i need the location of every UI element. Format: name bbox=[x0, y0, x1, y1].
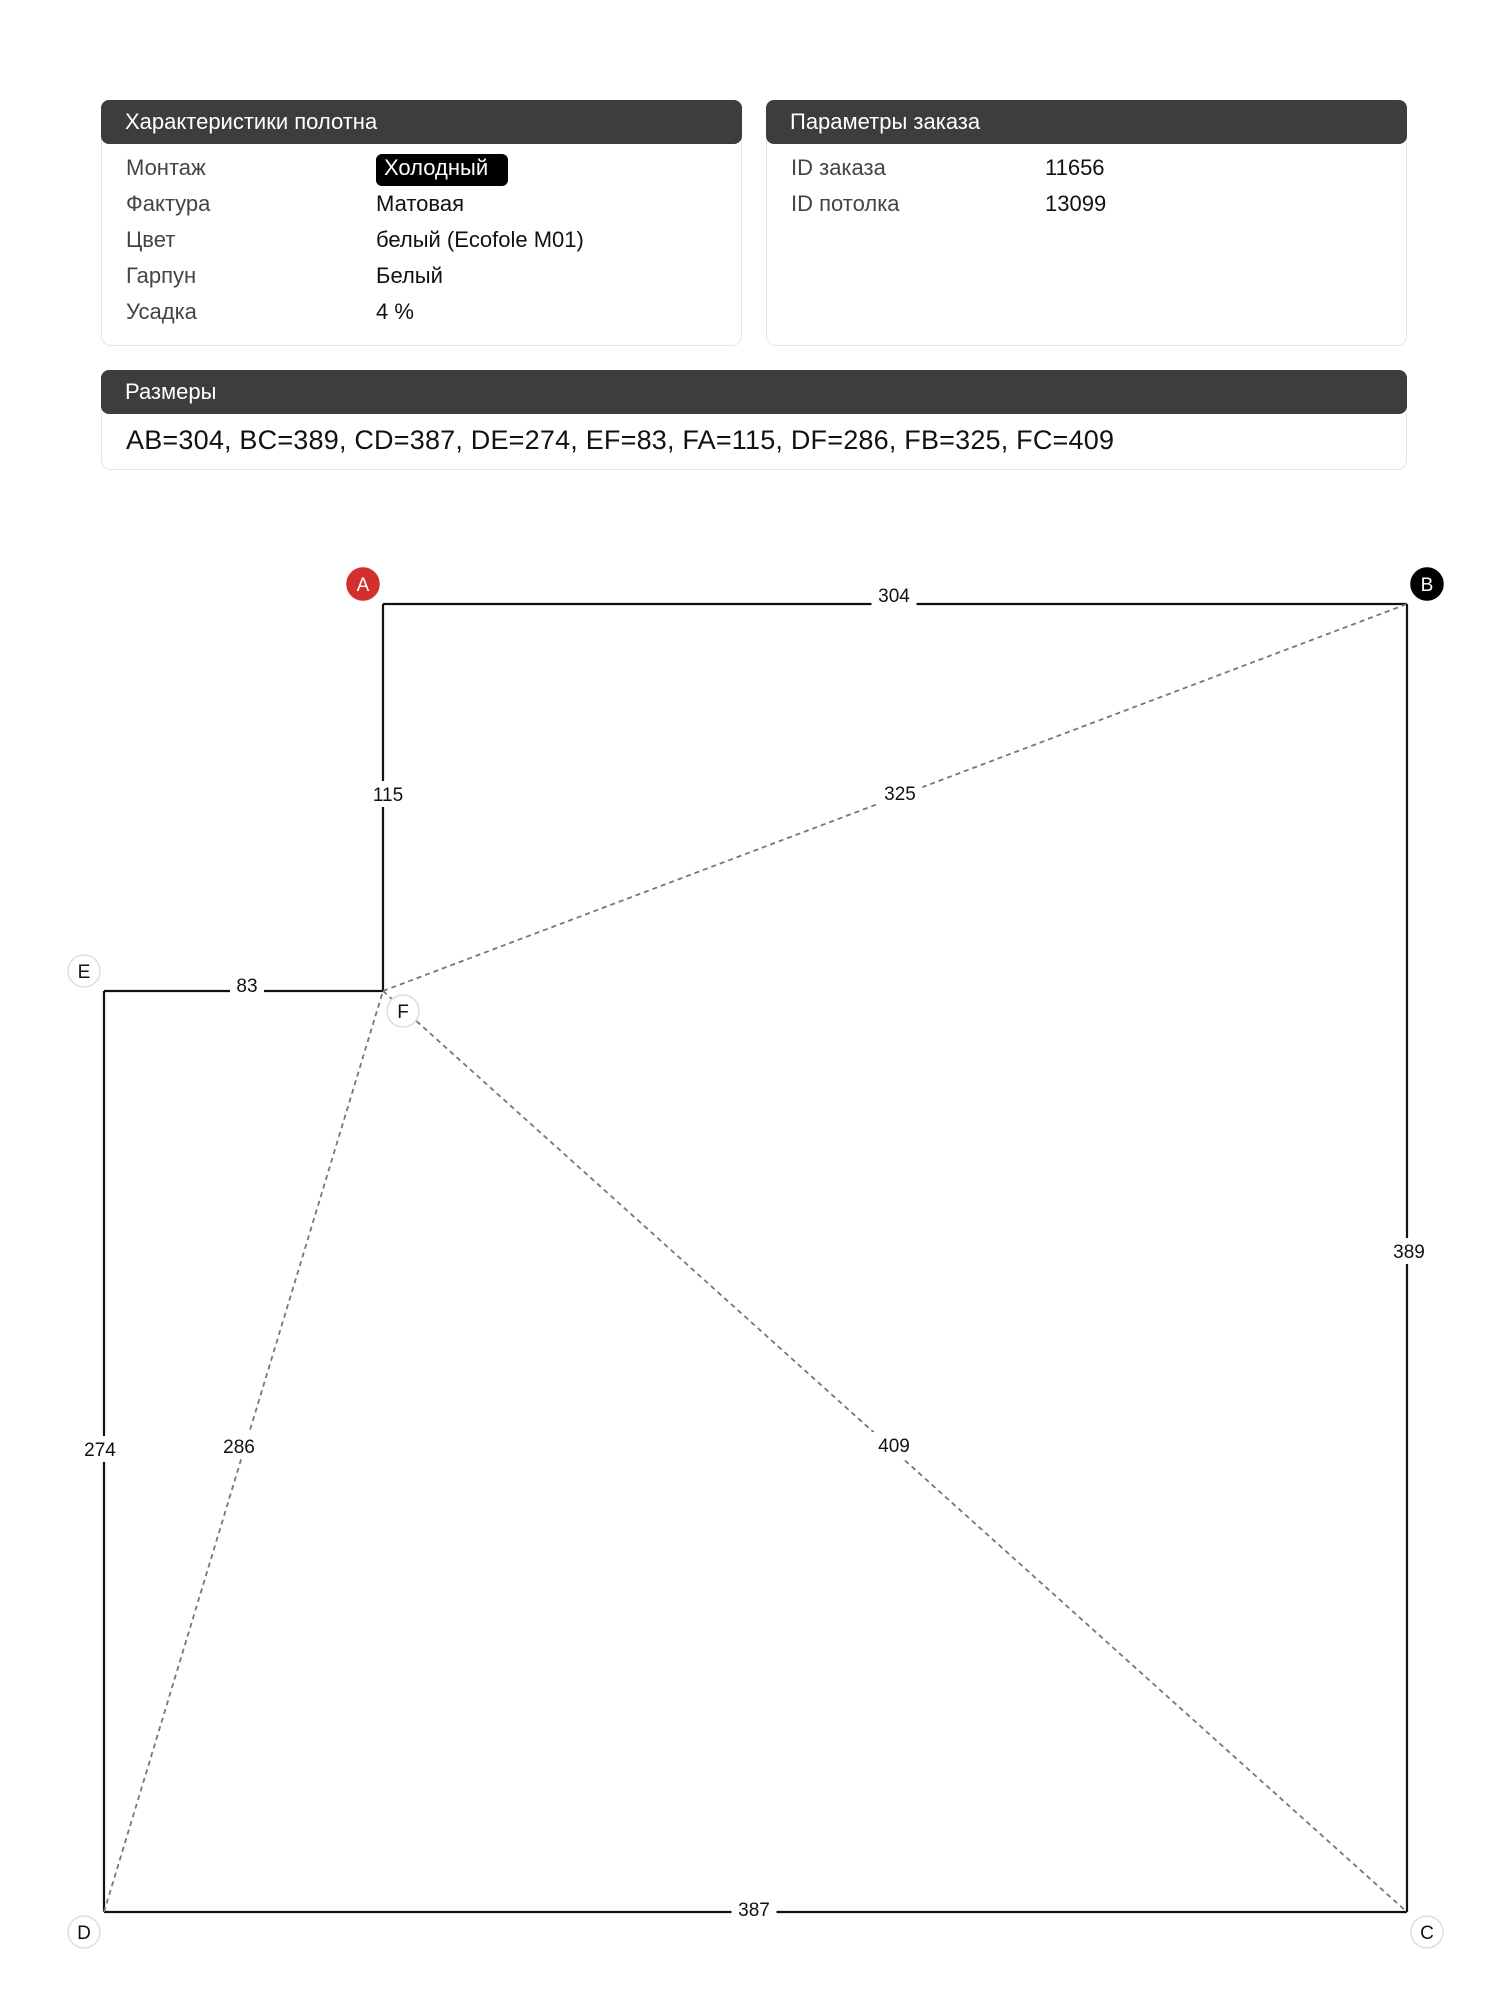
edge-length-label: 409 bbox=[878, 1436, 910, 1457]
row-value: Матовая bbox=[376, 191, 464, 216]
vertex-label: D bbox=[77, 1923, 91, 1944]
vertex-e bbox=[68, 955, 100, 987]
row-label: Гарпун bbox=[126, 263, 197, 288]
edge-length-label: 115 bbox=[372, 785, 404, 806]
row-label: Фактура bbox=[126, 191, 211, 216]
vertex-label: B bbox=[1420, 575, 1434, 596]
sizes-list: AB=304, BC=389, CD=387, DE=274, EF=83, FA=115, DF=286, FB=325, FC=409 bbox=[126, 425, 1115, 455]
vertex-b bbox=[1411, 568, 1443, 600]
edge-length-label: 286 bbox=[223, 1437, 255, 1458]
edge-length-label: 389 bbox=[1393, 1242, 1425, 1263]
vertex-label: A bbox=[356, 575, 370, 596]
row-label: ID заказа bbox=[791, 155, 886, 180]
row-value: 11656 bbox=[1045, 155, 1105, 180]
diagram-vertices bbox=[68, 568, 1443, 1948]
panel-title: Параметры заказа bbox=[766, 100, 1407, 144]
row-value: 4 % bbox=[376, 299, 414, 324]
panel-title: Размеры bbox=[101, 370, 1407, 414]
panel-title: Характеристики полотна bbox=[101, 100, 742, 144]
vertex-label: C bbox=[1420, 1923, 1434, 1944]
vertex-f bbox=[387, 995, 419, 1027]
row-label: Цвет bbox=[126, 227, 176, 252]
vertex-c bbox=[1411, 1916, 1443, 1948]
vertex-label: F bbox=[397, 1002, 409, 1023]
vertex-label: E bbox=[77, 962, 91, 983]
edge-length-label: 83 bbox=[236, 976, 258, 997]
mounting-badge: Холодный bbox=[376, 154, 508, 186]
edge-length-label: 304 bbox=[878, 586, 910, 607]
edge-length-label: 387 bbox=[738, 1900, 770, 1921]
row-value: 13099 bbox=[1045, 191, 1107, 216]
row-value: белый (Ecofole M01) bbox=[376, 227, 584, 252]
edge-length-label: 325 bbox=[884, 784, 916, 805]
row-label: Усадка bbox=[126, 299, 197, 324]
diagram-labels bbox=[78, 582, 1432, 1922]
row-label: ID потолка bbox=[791, 191, 900, 216]
row-value: Белый bbox=[376, 263, 443, 288]
vertex-d bbox=[68, 1916, 100, 1948]
diagram-lines bbox=[104, 604, 1407, 1912]
row-label: Монтаж bbox=[126, 155, 206, 180]
vertex-a bbox=[347, 568, 379, 600]
edge-length-label: 274 bbox=[84, 1440, 116, 1461]
